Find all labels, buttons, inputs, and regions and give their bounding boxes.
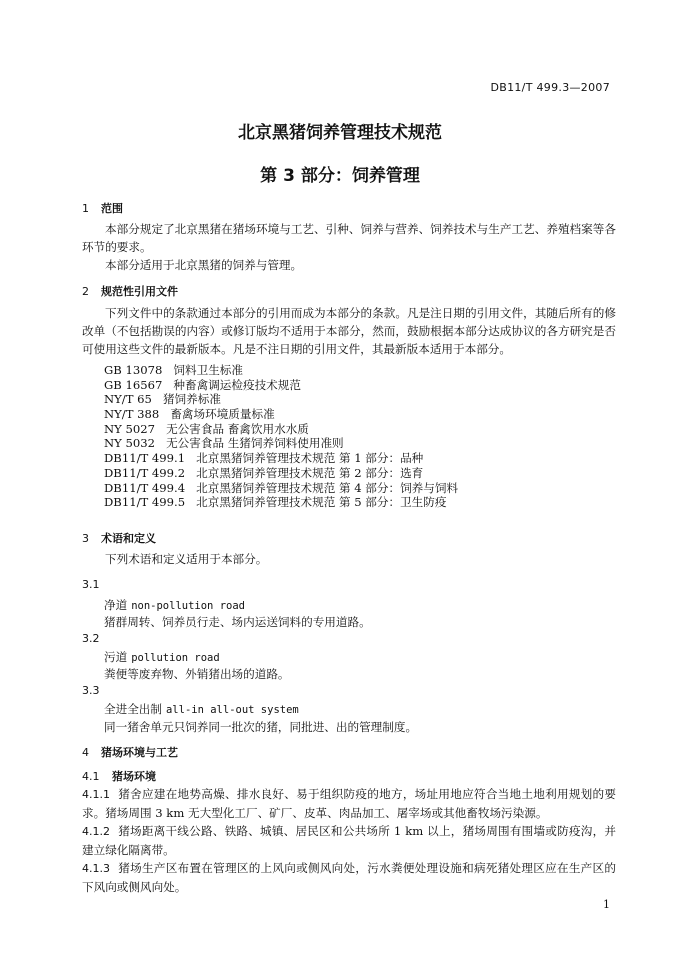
- reference-item: NY/T 388 畜禽场环境质量标准: [104, 407, 275, 422]
- section-1-heading: 1 范围: [82, 202, 123, 215]
- clause-4-1-3: 4.1.3 猪场生产区布置在管理区的上风向或侧风向处，污水粪便处理设施和病死猪处理区应在生产区的下风向或侧风向处。: [82, 861, 616, 894]
- term-number: 3.2: [82, 632, 100, 645]
- section-3-paragraph-1: 下列术语和定义适用于本部分。: [105, 552, 268, 566]
- reference-item: DB11/T 499.4 北京黑猪饲养管理技术规范 第 4 部分：饲养与饲料: [104, 480, 459, 495]
- part-title: 第 3 部分：饲养管理: [260, 166, 420, 186]
- clause-4-1-1: 4.1.1 猪舍应建在地势高燥、排水良好、易于组织防疫的地方，场址用地应符合当地土地利用规划的要求。猪场周围 3 km 无大型化工厂、矿厂、皮革、肉品加工、屠宰场或其他畜牧场污染源。: [82, 787, 616, 820]
- section-2-paragraph-1: 下列文件中的条款通过本部分的引用而成为本部分的条款。凡是注日期的引用文件，其随后所有的修改单（不包括勘误的内容）或修订版均不适用于本部分，然而，鼓励根据本部分达成协议的各方研究是否可使用这些文件的最新版本。凡是不注日期的引用文件，其最新版本适用于本部分。: [82, 306, 616, 356]
- section-3-heading: 3 术语和定义: [82, 532, 156, 545]
- term-name: 全进全出制 all-in all-out system: [104, 702, 299, 716]
- term-name: 净道 non-pollution road: [104, 598, 245, 612]
- reference-item: GB 13078 饲料卫生标准: [104, 363, 243, 377]
- reference-item: GB 16567 种畜禽调运检疫技术规范: [104, 377, 301, 392]
- term-number: 3.3: [82, 684, 100, 697]
- page-number: 1: [603, 898, 610, 911]
- term-number: 3.1: [82, 578, 100, 591]
- term-definition: 同一猪舍单元只饲养同一批次的猪，同批进、出的管理制度。: [104, 720, 418, 734]
- reference-item: NY/T 65 猪饲养标准: [104, 392, 221, 407]
- reference-item: NY 5027 无公害食品 畜禽饮用水水质: [104, 421, 309, 436]
- subsection-4-1-heading: 4.1 猪场环境: [82, 770, 156, 783]
- normative-references-list: [104, 362, 458, 509]
- reference-item: DB11/T 499.5 北京黑猪饲养管理技术规范 第 5 部分：卫生防疫: [104, 495, 447, 510]
- section-1-paragraph-1: 本部分规定了北京黑猪在猪场环境与工艺、引种、饲养与营养、饲养技术与生产工艺、养殖档案等各环节的要求。: [82, 222, 616, 254]
- clause-4-1-2: 4.1.2 猪场距离干线公路、铁路、城镇、居民区和公共场所 1 km 以上，猪场周围有围墙或防疫沟，并建立绿化隔离带。: [82, 824, 616, 857]
- document-title: 北京黑猪饲养管理技术规范: [238, 123, 442, 143]
- section-1-paragraph-2: 本部分适用于北京黑猪的饲养与管理。: [105, 258, 303, 272]
- reference-item: DB11/T 499.2 北京黑猪饲养管理技术规范 第 2 部分：选育: [104, 465, 424, 480]
- reference-item: DB11/T 499.1 北京黑猪饲养管理技术规范 第 1 部分：品种: [104, 451, 424, 466]
- term-definition: 粪便等废弃物、外销猪出场的道路。: [104, 667, 290, 681]
- term-definition: 猪群周转、饲养员行走、场内运送饲料的专用道路。: [104, 615, 371, 629]
- section-4-heading: 4 猪场环境与工艺: [82, 746, 178, 759]
- standard-number: DB11/T 499.3—2007: [490, 81, 610, 94]
- reference-item: NY 5032 无公害食品 生猪饲养饲料使用准则: [104, 436, 344, 451]
- term-name: 污道 pollution road: [104, 650, 220, 664]
- section-2-heading: 2 规范性引用文件: [82, 285, 178, 298]
